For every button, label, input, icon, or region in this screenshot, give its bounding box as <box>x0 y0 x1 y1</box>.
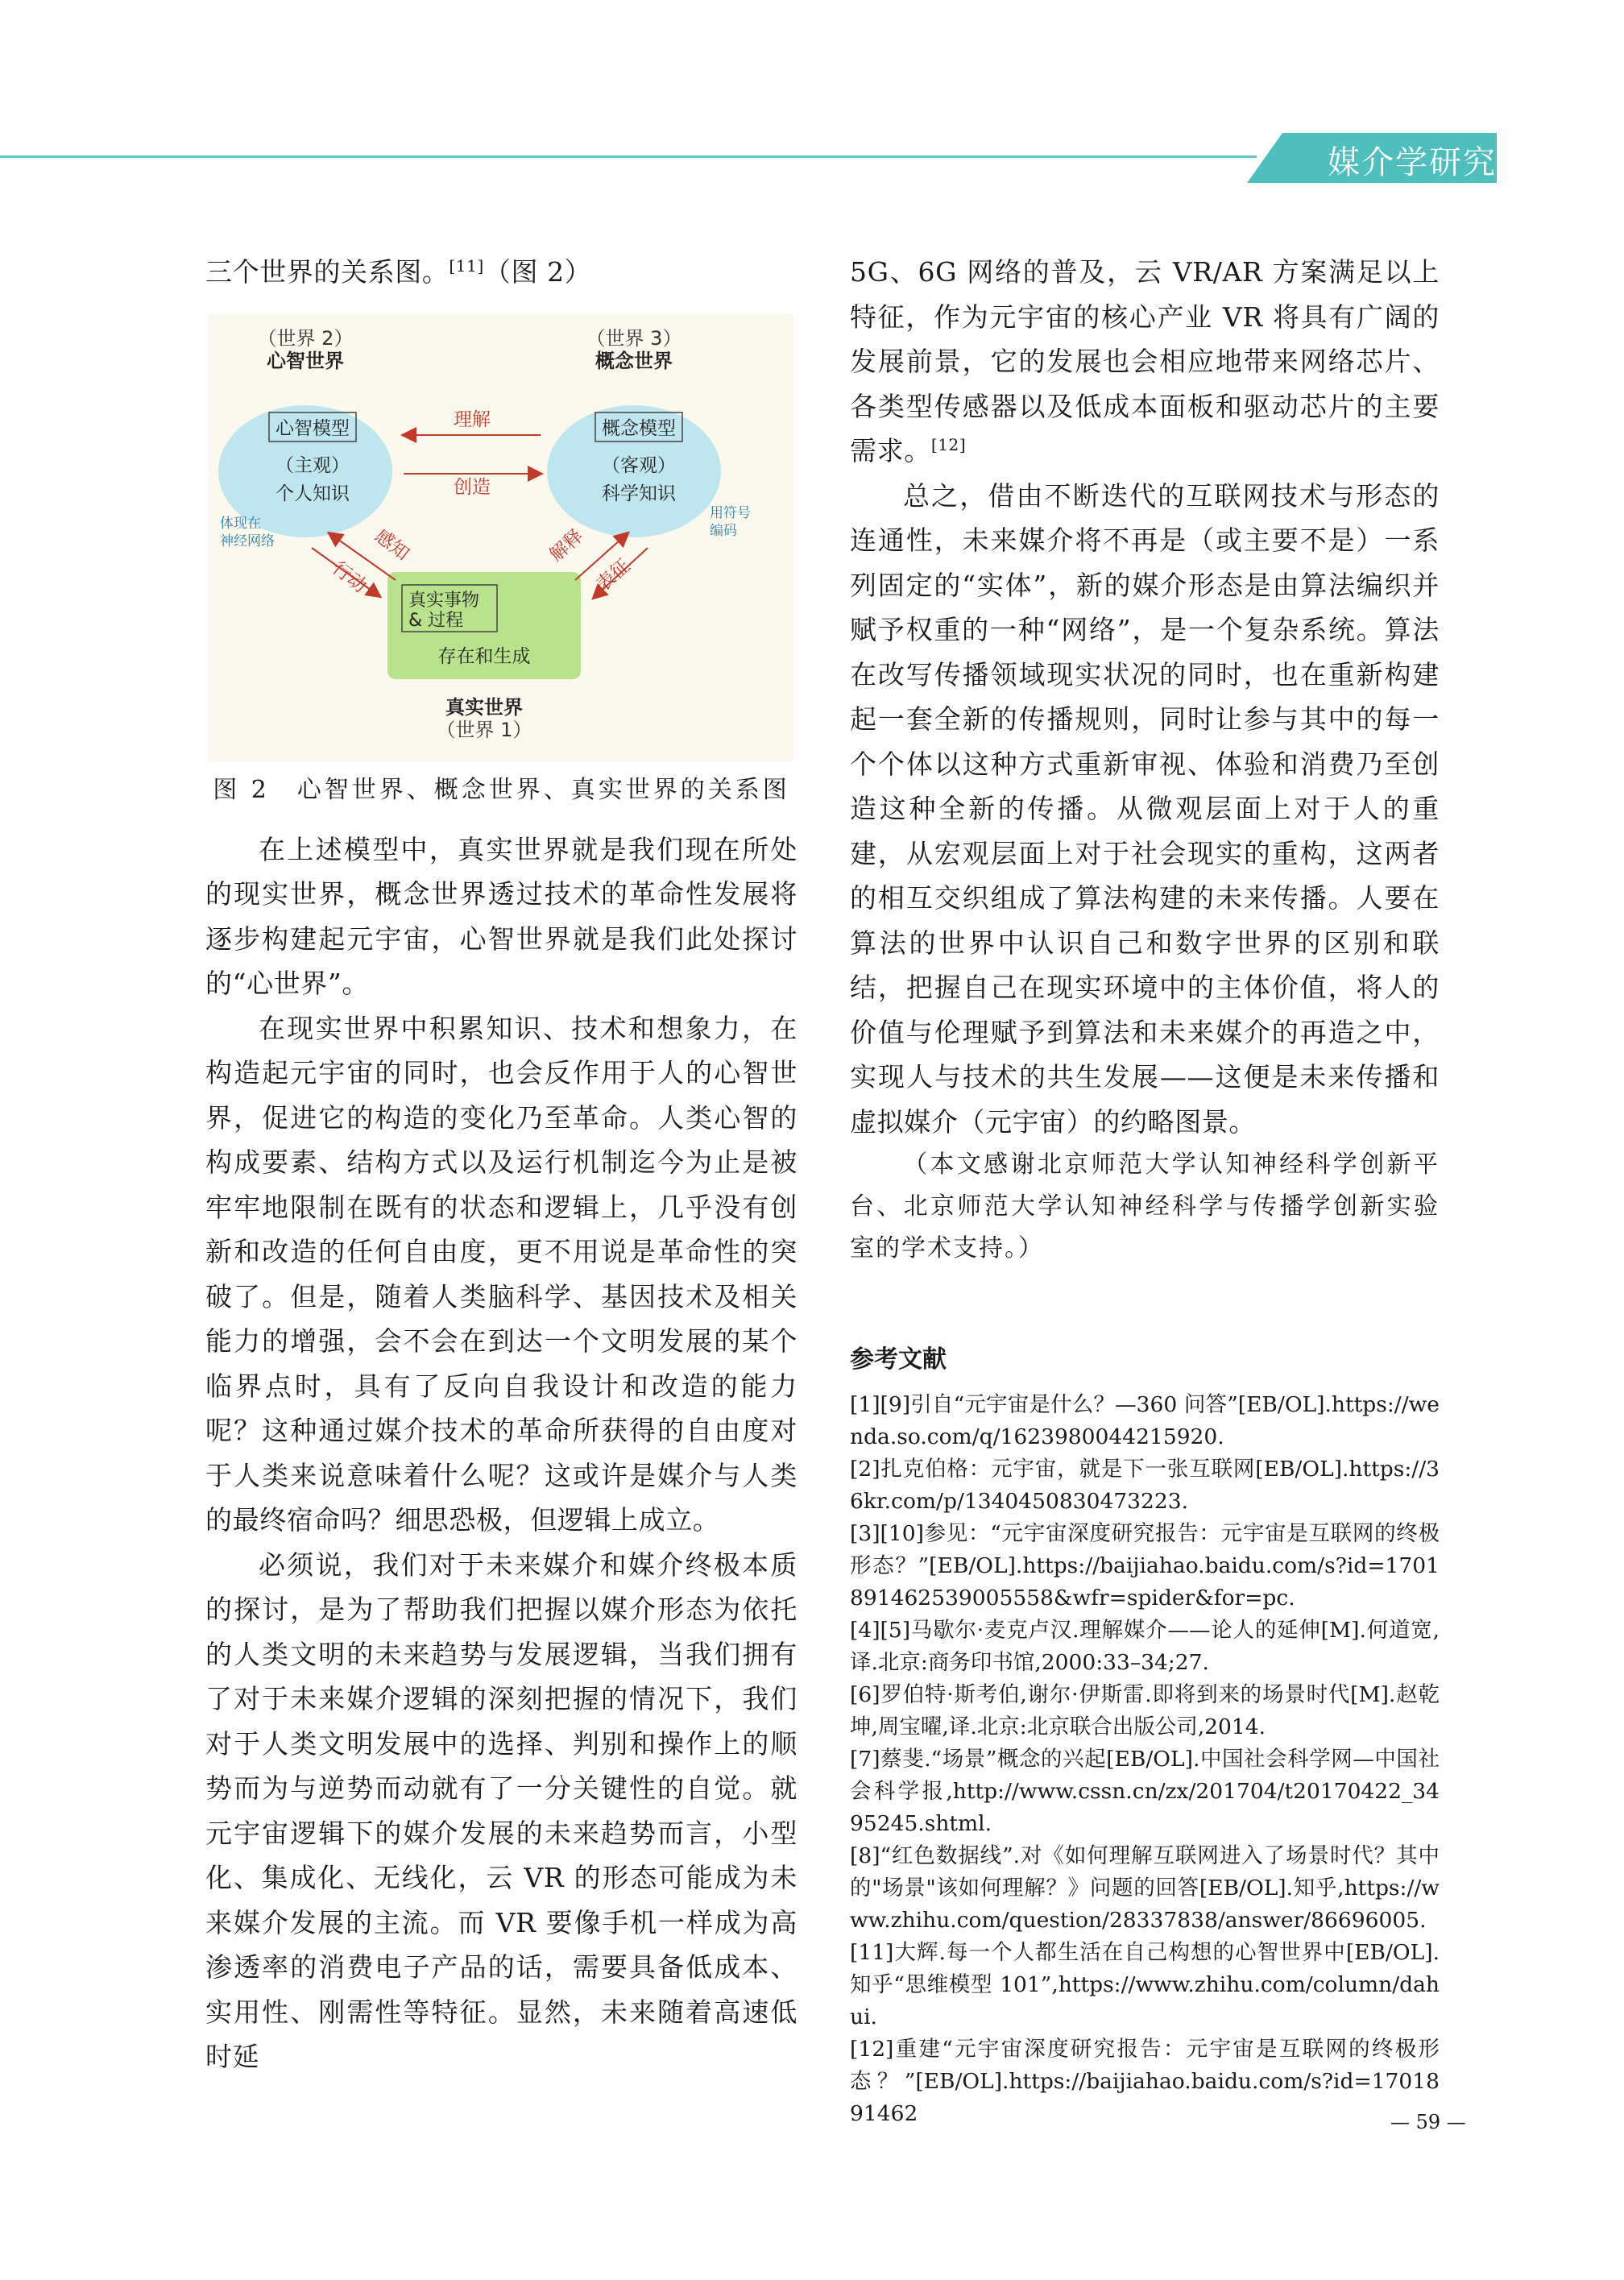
intro-text: 三个世界的关系图。 <box>205 256 450 288</box>
citation: [12] <box>930 435 967 454</box>
page-number: — 59 — <box>1390 2111 1466 2133</box>
concept-knowledge: 科学知识 <box>602 483 676 504</box>
world1-num: （世界 1） <box>436 718 532 741</box>
real-things-line2: & 过程 <box>408 610 464 631</box>
citation: [11] <box>449 256 484 276</box>
reference-item: [12]重建“元宇宙深度研究报告：元宇宙是互联网的终极形态？”[EB/OL].https://baijiahao.baidu.com/s?id=1701891462 <box>850 2037 1440 2126</box>
reference-item: [7]蔡斐.“场景”概念的兴起[EB/OL].中国社会科学网—中国社会科学报,http://www.cssn.cn/zx/201704/t20170422_3495245.shtml. <box>850 1747 1440 1836</box>
mind-subjective: （主观） <box>276 454 350 476</box>
world3-num: （世界 3） <box>586 326 682 350</box>
reference-item: [2]扎克伯格：元宇宙，就是下一张互联网[EB/OL].https://36kr.com/p/1340450830473223. <box>850 1457 1440 1514</box>
paragraph: 在上述模型中，真实世界就是我们现在所处的现实世界，概念世界透过技术的革命性发展将逐步构建起元宇宙，心智世界就是我们此处探讨的“心世界”。 <box>205 833 798 999</box>
neural-note-1: 体现在 <box>220 515 261 532</box>
understand-label: 理解 <box>454 408 491 430</box>
represent-label: 表征 <box>592 554 635 595</box>
mind-knowledge: 个人知识 <box>276 483 350 504</box>
exist-label: 存在和生成 <box>437 645 531 667</box>
figure-caption: 图 2 心智世界、概念世界、真实世界的关系图 <box>213 775 790 804</box>
left-column <box>205 250 798 2079</box>
world3-name: 概念世界 <box>595 349 673 372</box>
world2-num: （世界 2） <box>257 326 354 350</box>
section-title: 媒介学研究 <box>1328 144 1497 181</box>
paragraph: 在现实世界中积累知识、技术和想象力，在构造起元宇宙的同时，也会反作用于人的心智世界，促进它的构造的变化乃至革命。人类心智的构成要素、结构方式以及运行机制迄今为止是被牢牢地限制在既有的状态和逻辑上，几乎没有创新和改造的任何自由度，更不用说是革命性的突破了。但是，随着人类脑科学、基因技术及相关能力的增强，会不会在到达一个文明发展的某个临界点时，具有了反向自我设计和改造的能力呢？这种通过媒介技术的革命所获得的自由度对于人类来说意味着什么呢？这或许是媒介与人类的最终宿命吗？细思恐极，但逻辑上成立。 <box>205 1012 798 1536</box>
paragraph <box>850 250 1440 474</box>
paragraph: 总之，借由不断迭代的互联网技术与形态的连通性，未来媒介将不再是（或主要不是）一系列固定的“实体”，新的媒介形态是由算法编织并赋予权重的一种“网络”，是一个复杂系统。算法在改写传播领域现实状况的同时，也在重新构建起一套全新的传播规则，同时让参与其中的每一个个体以这种方式重新审视、体验和消费乃至创造这种全新的传播。从微观层面上对于人的重建，从宏观层面上对于社会现实的重构，这两者的相互交织组成了算法构建的未来传播。人要在算法的世界中认识自己和数字世界的区别和联结，把握自己在现实环境中的主体价值，将人的价值与伦理赋予到算法和未来媒介的再造之中，实现人与技术的共生发展——这便是未来传播和虚拟媒介（元宇宙）的约略图景。 <box>850 479 1440 1138</box>
reference-item: [11]大辉.每一个人都生活在自己构想的心智世界中[EB/OL].知乎“思维模型 101”,https://www.zhihu.com/column/dahui. <box>850 1940 1440 2029</box>
references-title: 参考文献 <box>850 1345 947 1374</box>
perceive-label: 感知 <box>371 524 413 565</box>
right-column <box>850 250 1440 2130</box>
intro-line <box>205 250 798 295</box>
acknowledgement: （本文感谢北京师范大学认知神经科学创新平台、北京师范大学认知神经科学与传播学创新实验室的学术支持。） <box>850 1150 1440 1262</box>
concept-model-label: 概念模型 <box>602 417 676 439</box>
reference-item: [8]“红色数据线”.对《如何理解互联网进入了场景时代？其中的"场景"该如何理解？》问题的回答[EB/OL].知乎,https://www.zhihu.com/question/28337838/answer/86696005. <box>850 1843 1440 1933</box>
reference-item: [1][9]引自“元宇宙是什么？—360 问答”[EB/OL].https://wenda.so.com/q/1623980044215920. <box>850 1392 1440 1449</box>
reference-item: [6]罗伯特·斯考伯,谢尔·伊斯雷.即将到来的场景时代[M].赵乾坤,周宝曜,译.北京:北京联合出版公司,2014. <box>850 1682 1440 1739</box>
world2-name: 心智世界 <box>267 349 344 372</box>
world1-name: 真实世界 <box>445 695 523 719</box>
reference-item: [4][5]马歇尔·麦克卢汉.理解媒介——论人的延伸[M].何道宽,译.北京:商务印书馆,2000:33–34;27. <box>850 1618 1440 1675</box>
three-worlds-diagram <box>209 314 793 761</box>
symbol-note-1: 用符号 <box>710 504 751 521</box>
act-label: 行动 <box>328 557 371 597</box>
header-rule <box>0 155 1257 158</box>
symbol-note-2: 编码 <box>710 522 737 539</box>
paragraph-text: 5G、6G 网络的普及，云 VR/AR 方案满足以上特征，作为元宇宙的核心产业 VR 将具有广阔的发展前景，它的发展也会相应地带来网络芯片、各类型传感器以及低成本面板和驱动芯片的主要需求。 <box>850 256 1440 466</box>
mind-model-label: 心智模型 <box>276 417 350 439</box>
figure-ref: （图 2） <box>483 256 592 288</box>
concept-objective: （客观） <box>602 454 676 476</box>
interpret-label: 解释 <box>545 524 588 566</box>
paragraph: 必须说，我们对于未来媒介和媒介终极本质的探讨，是为了帮助我们把握以媒介形态为依托的人类文明的未来趋势与发展逻辑，当我们拥有了对于未来媒介逻辑的深刻把握的情况下，我们对于人类文明发展中的选择、判别和操作上的顺势而为与逆势而动就有了一分关键性的自觉。就元宇宙逻辑下的媒介发展的未来趋势而言，小型化、集成化、无线化，云 VR 的形态可能成为未来媒介发展的主流。而 VR 要像手机一样成为高渗透率的消费电子产品的话，需要具备低成本、实用性、刚需性等特征。显然，未来随着高速低时延 <box>205 1548 798 2072</box>
create-label: 创造 <box>454 476 491 498</box>
figure-three-worlds <box>209 314 793 761</box>
reference-item: [3][10]参见：“元宇宙深度研究报告：元宇宙是互联网的终极形态？”[EB/OL].https://baijiahao.baidu.com/s?id=1701891462539005558&wfr=spider&for=pc. <box>850 1521 1440 1611</box>
real-things-line1: 真实事物 <box>408 590 480 611</box>
neural-note-2: 神经网络 <box>220 533 275 549</box>
reference-list <box>850 1389 1440 2130</box>
